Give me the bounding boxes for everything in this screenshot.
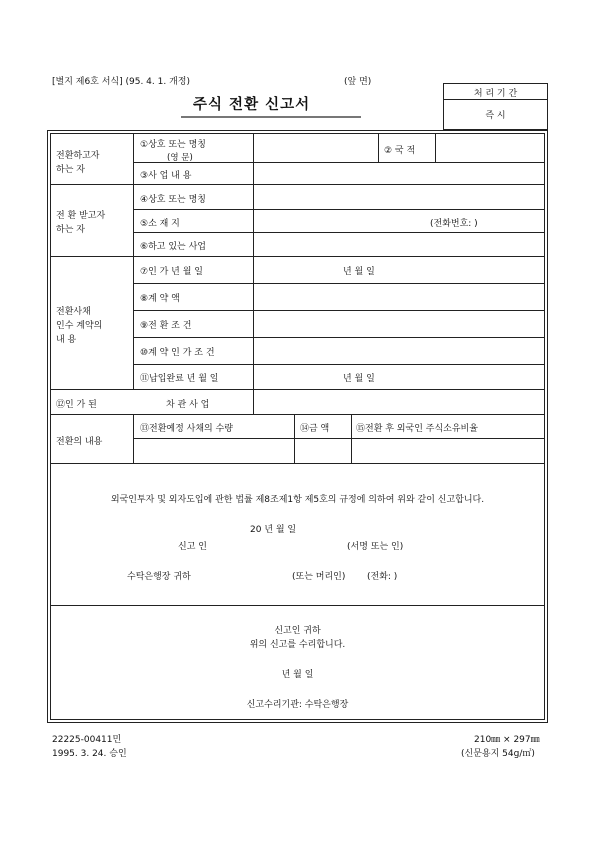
field-13-label: ⑬전환예정 사채의 수량 (140, 424, 233, 434)
processing-period-divider (443, 99, 548, 100)
field-2-label: ② 국 적 (384, 146, 416, 156)
processing-period-value: 즉 시 (485, 111, 506, 121)
field-15-label: ⑮전환 후 외국인 주식소유비율 (356, 424, 478, 434)
col-line (294, 414, 295, 463)
footer-approval: 1995. 3. 24. 승인 (52, 749, 127, 759)
col-line (133, 133, 134, 389)
field-11-label: ⑪납입완료 년 월 일 (140, 374, 219, 384)
field-14-label: ⑭금 액 (300, 424, 330, 434)
approved-right-label: 차 관 사 업 (166, 400, 210, 410)
row-line (133, 162, 545, 163)
bond-label-line2: 인수 계약의 (56, 321, 103, 331)
processing-period-label: 처 리 기 간 (473, 89, 518, 99)
acceptance-statement: 위의 신고를 수리합니다. (249, 640, 346, 650)
col-line (351, 414, 352, 463)
row-line (133, 310, 545, 311)
footer-code: 22225-00411민 (52, 735, 122, 745)
acceptance-to: 신고인 귀하 (274, 626, 321, 636)
col-line (253, 133, 254, 414)
field-1-label: ①상호 또는 명칭 (140, 140, 206, 150)
signature-label: (서명 또는 인) (347, 542, 404, 552)
footer-size: 210㎜ × 297㎜ (474, 735, 540, 745)
row-line (133, 337, 545, 338)
row-line (133, 283, 545, 284)
converter-label-line2: 하는 자 (56, 165, 85, 175)
row-line (133, 232, 545, 233)
bond-label-line1: 전환사채 (56, 307, 91, 317)
field-6-label: ⑥하고 있는 사업 (140, 242, 206, 252)
bond-label-line3: 내 용 (56, 335, 77, 345)
field-7-label: ⑦인 가 년 월 일 (140, 267, 203, 277)
row-line (133, 209, 545, 210)
receiver-label-line1: 전 환 받고자 (56, 211, 106, 221)
col-line (378, 133, 379, 162)
footer-paper: (신문용지 54g/㎡) (461, 749, 535, 759)
row-line (133, 438, 545, 439)
field-1-english: (영 문) (167, 153, 193, 163)
field-4-label: ④상호 또는 명칭 (140, 195, 206, 205)
row-line (50, 463, 545, 464)
row-line (50, 389, 545, 390)
side-indicator: (앞 면) (344, 77, 372, 87)
form-number: [별지 제6호 서식] (95. 4. 1. 개정) (52, 77, 190, 87)
conversion-label: 전환의 내용 (56, 437, 103, 447)
converter-label-line1: 전환하고자 (56, 151, 100, 161)
field-3-label: ③사 업 내 용 (140, 171, 192, 181)
field-10-label: ⑩계 약 인 가 조 건 (140, 348, 215, 358)
field-7-date: 년 월 일 (343, 267, 375, 277)
field-9-label: ⑨전 환 조 건 (140, 321, 192, 331)
row-line (133, 364, 545, 365)
phone-label: (전화: ) (367, 572, 398, 582)
declaration-date: 20 년 월 일 (250, 525, 297, 535)
row-line (50, 184, 545, 185)
approved-label: ⑫인 가 된 (56, 400, 97, 410)
field-5-label: ⑤소 재 지 (140, 219, 180, 229)
declaration-statement: 외국인투자 및 외자도입에 관한 법률 제8조제1항 제5호의 규정에 의하여 위와 같이 신고합니다. (110, 495, 485, 505)
title-underline (181, 116, 361, 118)
addressee-label: 수탁은행장 귀하 (127, 572, 191, 582)
acceptance-date: 년 월 일 (281, 670, 314, 680)
declarant-label: 신고 인 (178, 542, 207, 552)
row-line (50, 414, 545, 415)
row-line (50, 605, 545, 606)
seal-label: (또는 머리인) (292, 572, 346, 582)
field-8-label: ⑧계 약 액 (140, 294, 180, 304)
page-title: 주식 전환 신고서 (193, 97, 311, 113)
field-11-date: 년 월 일 (343, 374, 375, 384)
row-line (50, 256, 545, 257)
field-5-phone: (전화번호: ) (430, 219, 478, 229)
receiver-label-line2: 하는 자 (56, 225, 85, 235)
col-line (435, 133, 436, 162)
acceptance-authority: 신고수리기관: 수탁은행장 (246, 700, 349, 710)
col-line (133, 414, 134, 463)
